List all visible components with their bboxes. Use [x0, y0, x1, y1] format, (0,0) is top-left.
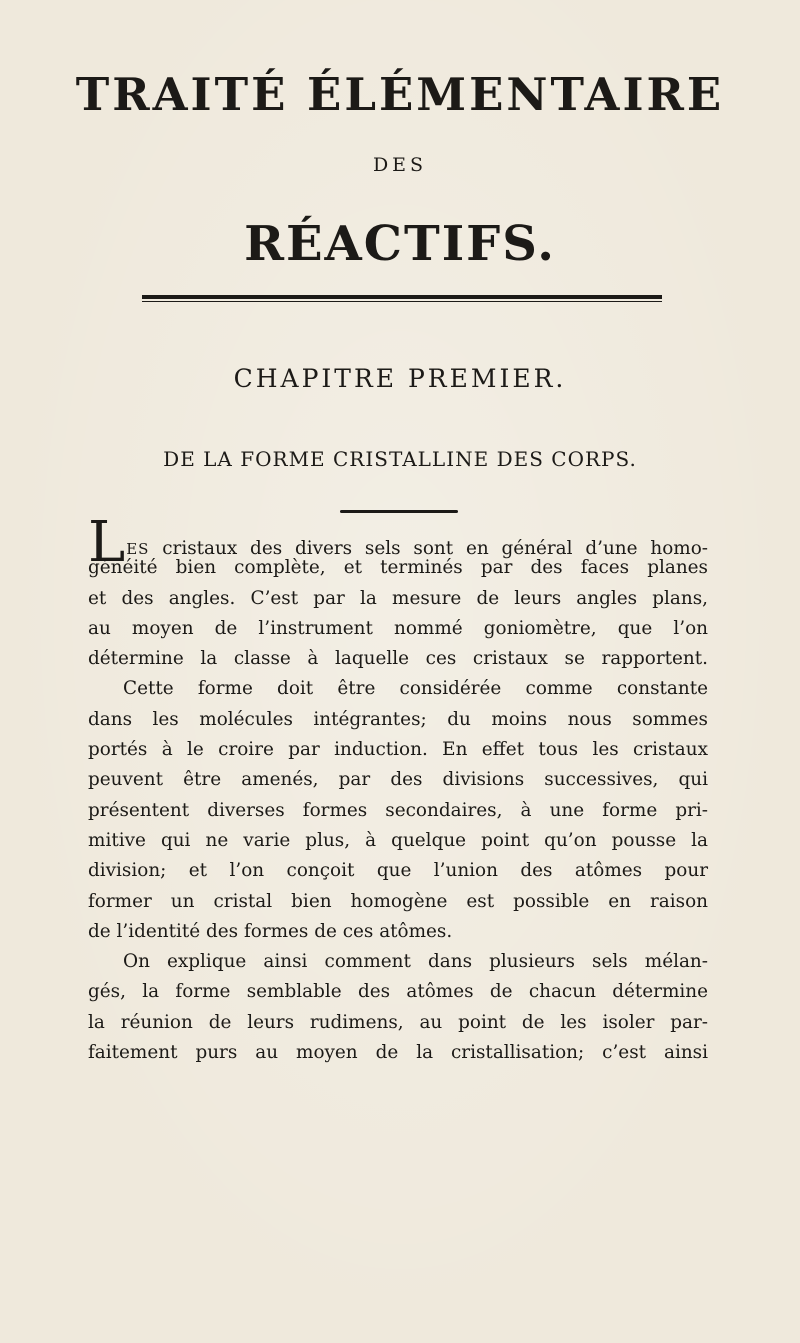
text-line: former un cristal bien homogène est possible en raison	[88, 890, 708, 912]
book-title-des: DES	[372, 154, 428, 176]
text-line: division; et l’on conçoit que l’union des atômes pour	[88, 860, 708, 882]
text-line: Cette forme doit être considérée comme constante	[123, 678, 708, 700]
text-line: faitement purs au moyen de la cristallisation; c’est ainsi	[88, 1042, 708, 1064]
title-divider	[142, 295, 662, 299]
text-line: gés, la forme semblable des atômes de chacun détermine	[88, 981, 708, 1003]
text-line: présentent diverses formes secondaires, à une forme pri-	[88, 799, 708, 821]
text-line: mitive qui ne varie plus, à quelque point qu’on pousse la	[88, 829, 708, 851]
text-line: portés à le croire par induction. En effet tous les cristaux	[88, 739, 708, 761]
drop-cap: L	[88, 510, 126, 575]
text-line: détermine la classe à laquelle ces cristaux se rapportent.	[88, 648, 708, 670]
text-line-content: cristaux des divers sels sont en général d’une homo-	[149, 538, 708, 559]
text-line: la réunion de leurs rudimens, au point de les isoler par-	[88, 1011, 708, 1033]
text-line: dans les molécules intégrantes; du moins nous sommes	[88, 708, 708, 730]
text-line: au moyen de l’instrument nommé goniomètre, que l’on	[88, 617, 708, 639]
chapter-divider	[340, 510, 458, 513]
text-line: On explique ainsi comment dans plusieurs sels mélan-	[123, 951, 708, 973]
drop-cap-rest: ES	[126, 540, 150, 558]
body-text	[88, 510, 708, 1068]
chapter-title: CHAPITRE PREMIER.	[233, 364, 567, 393]
text-line: et des angles. C’est par la mesure de leurs angles plans,	[88, 587, 708, 609]
text-line: généité bien complète, et terminés par des faces planes	[88, 557, 708, 579]
text-line: de l’identité des formes de ces atômes.	[88, 920, 453, 942]
chapter-subtitle: DE LA FORME CRISTALLINE DES CORPS.	[163, 447, 637, 471]
text-line: peuvent être amenés, par des divisions successives, qui	[88, 769, 708, 791]
book-title-reactifs: RÉACTIFS.	[244, 216, 556, 272]
book-title: TRAITÉ ÉLÉMENTAIRE	[75, 68, 725, 121]
